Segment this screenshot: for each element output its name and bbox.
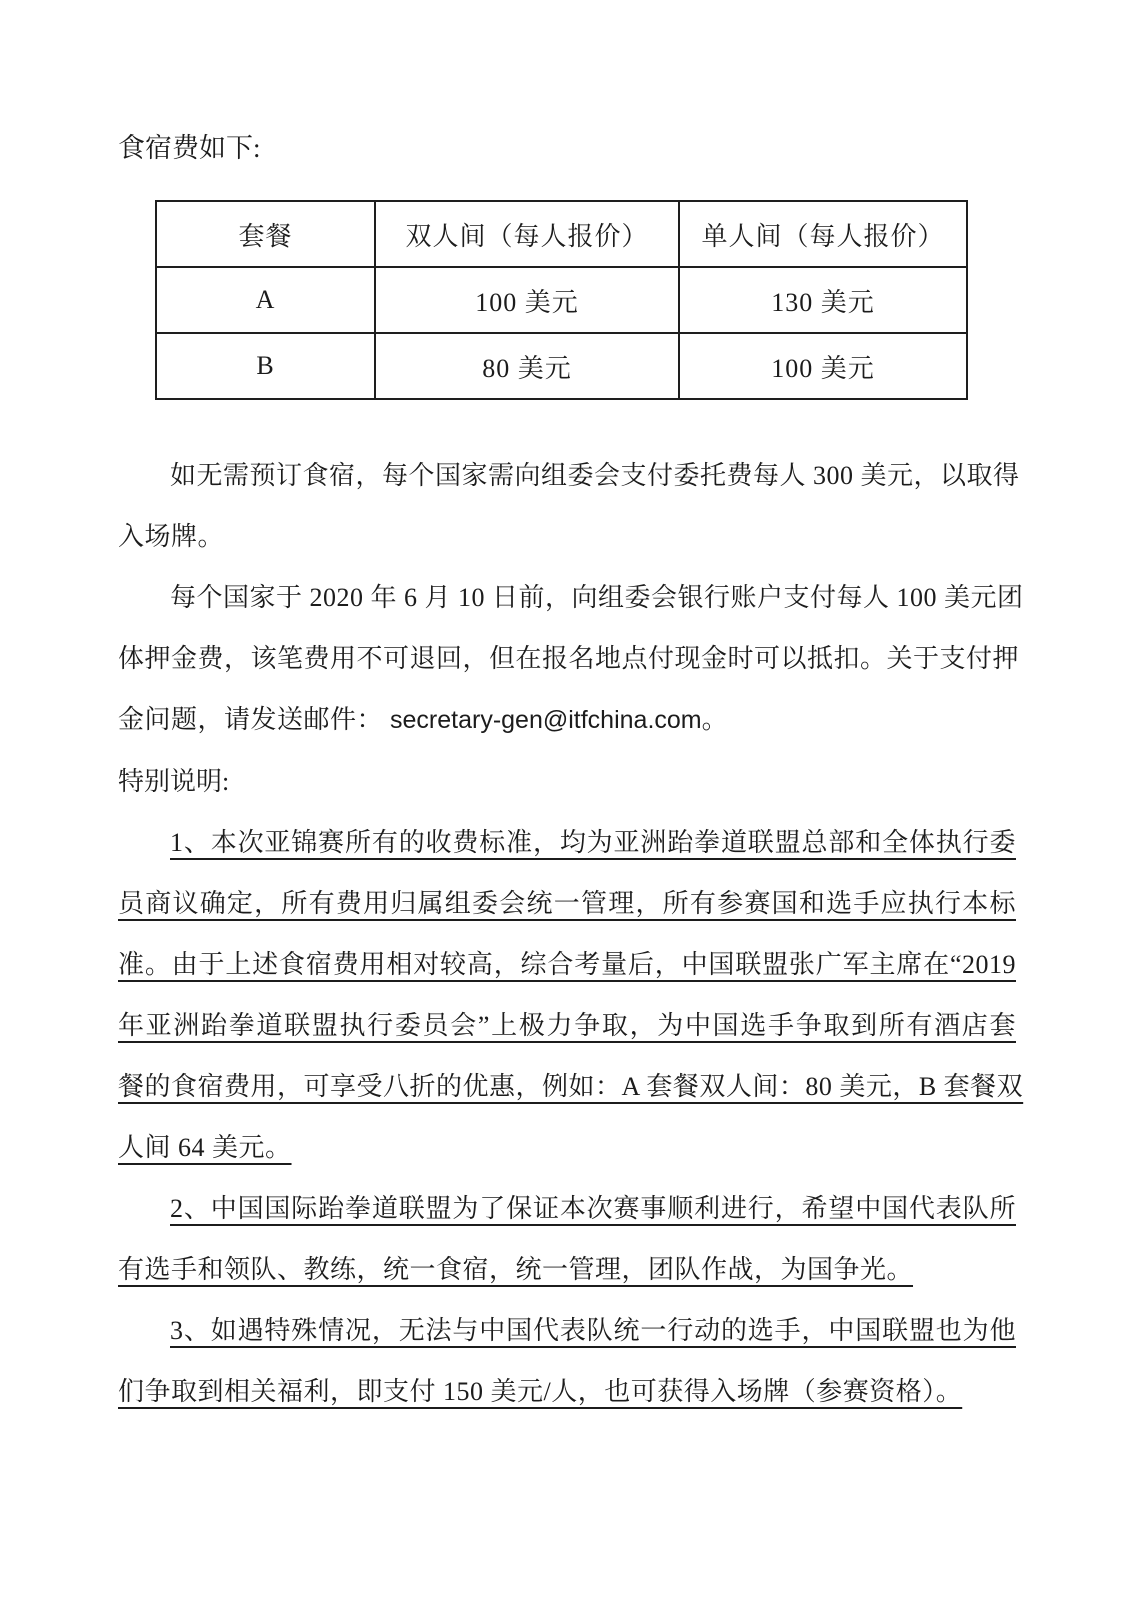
note2-line: 有选手和领队、教练，统一食宿，统一管理，团队作战，为国争光。 xyxy=(118,1255,914,1284)
fees-table-header-row xyxy=(156,201,967,267)
note3-line: 3、如遇特殊情况，无法与中国代表队统一行动的选手，中国联盟也为他 xyxy=(170,1316,1016,1345)
paragraph-line xyxy=(118,689,1016,751)
note2-line: 2、中国国际跆拳道联盟为了保证本次赛事顺利进行，希望中国代表队所 xyxy=(170,1194,1016,1223)
package-b-double-price: 80 美元 xyxy=(375,333,679,399)
note3-line: 们争取到相关福利，即支付 150 美元/人，也可获得入场牌（参赛资格）。 xyxy=(118,1377,963,1406)
paragraph-line: 每个国家于 2020 年 6 月 10 日前，向组委会银行账户支付每人 100 美元团 xyxy=(170,583,1024,612)
email-line-prefix: 金问题，请发送邮件： xyxy=(118,705,391,734)
email-line-suffix: 。 xyxy=(701,705,729,734)
paragraph-line: 入场牌。 xyxy=(118,522,225,551)
paragraph-line: 如无需预订食宿，每个国家需向组委会支付委托费每人 300 美元，以取得 xyxy=(170,461,1020,490)
fees-table-row-b xyxy=(156,333,967,399)
note1-line: 餐的食宿费用，可享受八折的优惠，例如：A 套餐双人间：80 美元，B 套餐双 xyxy=(118,1072,1024,1101)
col-header-double-room: 双人间（每人报价） xyxy=(375,201,679,267)
col-header-single-room: 单人间（每人报价） xyxy=(679,201,967,267)
note1-line: 人间 64 美元。 xyxy=(118,1133,292,1162)
package-b-single-price: 100 美元 xyxy=(679,333,967,399)
note1-line: 准。由于上述食宿费用相对较高，综合考量后，中国联盟张广军主席在“2019 xyxy=(118,950,1016,979)
fees-table xyxy=(155,200,968,400)
contact-email: secretary-gen@itfchina.com xyxy=(390,706,702,734)
note1-line: 员商议确定，所有费用归属组委会统一管理，所有参赛国和选手应执行本标 xyxy=(118,889,1016,918)
special-notes-heading: 特别说明: xyxy=(118,767,230,796)
package-a-double-price: 100 美元 xyxy=(375,267,679,333)
package-b-label: B xyxy=(156,333,375,399)
paragraph-line: 体押金费，该笔费用不可退回，但在报名地点付现金时可以抵扣。关于支付押 xyxy=(118,644,1020,673)
fees-table-row-a xyxy=(156,267,967,333)
note1-line: 年亚洲跆拳道联盟执行委员会”上极力争取，为中国选手争取到所有酒店套 xyxy=(118,1011,1016,1040)
col-header-package: 套餐 xyxy=(156,201,375,267)
body-text xyxy=(118,445,1024,1422)
package-a-label: A xyxy=(156,267,375,333)
intro-heading: 食宿费如下: xyxy=(118,133,261,163)
package-a-single-price: 130 美元 xyxy=(679,267,967,333)
note1-line: 1、本次亚锦赛所有的收费标准，均为亚洲跆拳道联盟总部和全体执行委 xyxy=(170,828,1016,857)
